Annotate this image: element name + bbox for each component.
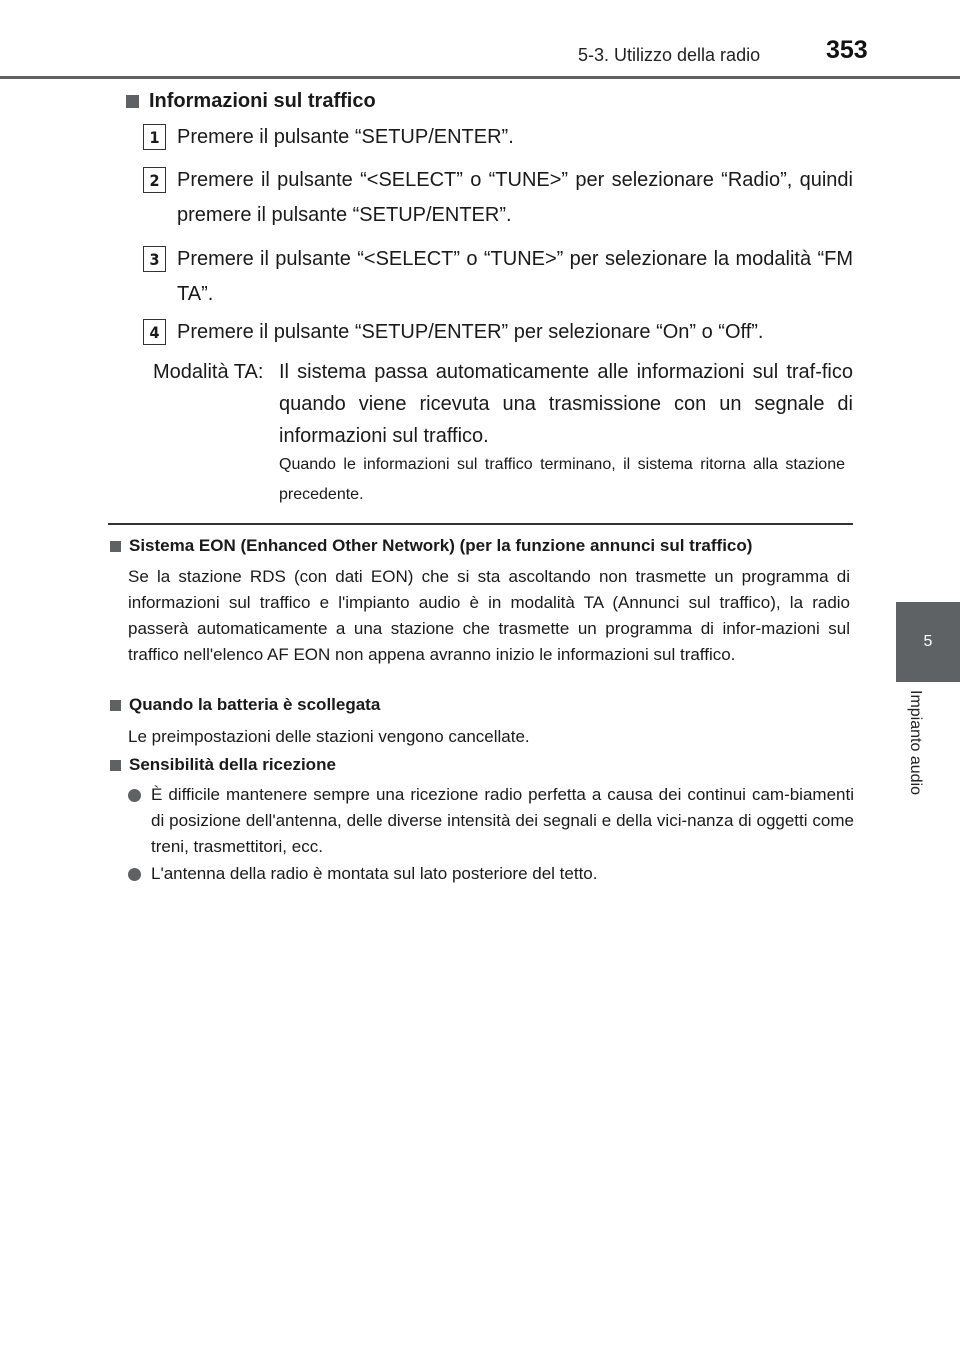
eon-heading-text: Sistema EON (Enhanced Other Network) (per la funzione annunci sul traffico) <box>129 536 753 555</box>
step-text: Premere il pulsante “SETUP/ENTER” per selezionare “On” o “Off”. <box>177 321 764 343</box>
reception-heading-text: Sensibilità della ricezione <box>129 755 336 774</box>
reception-item <box>128 782 854 860</box>
reception-item-text: L'antenna della radio è montata sul lato posteriore del tetto. <box>151 864 598 883</box>
square-bullet-icon <box>126 95 139 108</box>
battery-body: Le preimpostazioni delle stazioni vengono cancellate. <box>128 727 530 746</box>
battery-heading-text: Quando la batteria è scollegata <box>129 695 381 714</box>
step-number: 4 <box>143 319 166 345</box>
step-3 <box>143 242 853 312</box>
circle-bullet-icon <box>128 789 141 802</box>
step-text: Premere il pulsante “<SELECT” o “TUNE>” per selezionare “Radio”, quindi premere il pulsante “SETUP/ENTER”. <box>177 169 853 226</box>
chapter-label: Impianto audio <box>907 690 924 795</box>
chapter-tab <box>896 602 960 682</box>
mode-definition <box>153 356 853 452</box>
reception-item <box>128 861 854 887</box>
header-divider <box>0 76 960 79</box>
step-number: 3 <box>143 246 166 272</box>
square-bullet-icon <box>110 700 121 711</box>
mode-note: Quando le informazioni sul traffico terminano, il sistema ritorna alla stazione precedente. <box>279 456 845 503</box>
square-bullet-icon <box>110 760 121 771</box>
section-heading <box>126 90 376 113</box>
step-number: 1 <box>143 124 166 150</box>
circle-bullet-icon <box>128 868 141 881</box>
step-text: Premere il pulsante “SETUP/ENTER”. <box>177 126 514 148</box>
step-text: Premere il pulsante “<SELECT” o “TUNE>” per selezionare la modalità “FM TA”. <box>177 248 853 305</box>
step-2 <box>143 163 853 233</box>
step-4 <box>143 315 853 350</box>
step-number: 2 <box>143 167 166 193</box>
page-number: 353 <box>826 36 868 64</box>
section-divider <box>108 523 853 525</box>
eon-body: Se la stazione RDS (con dati EON) che si sta ascoltando non trasmette un programma di informazioni sul traffico e l'impianto audio è in modalità TA (Annunci sul traffico), la radio passerà automaticamente a una stazione che trasmette un programma di infor-mazioni sul traffico nell'elenco AF EON non appena avranno inizio le informazioni sul traffico. <box>128 567 850 664</box>
section-reference: 5-3. Utilizzo della radio <box>578 45 761 65</box>
mode-label: Modalità TA: <box>153 361 264 383</box>
reception-heading <box>110 755 336 775</box>
battery-heading <box>110 695 380 715</box>
chapter-number: 5 <box>923 633 933 650</box>
section-heading-text: Informazioni sul traffico <box>149 90 376 112</box>
mode-description: Il sistema passa automaticamente alle informazioni sul traf-fico quando viene ricevuta una trasmissione con un segnale di informazioni sul traffico. <box>279 361 853 447</box>
step-1 <box>143 120 853 155</box>
square-bullet-icon <box>110 541 121 552</box>
reception-item-text: È difficile mantenere sempre una ricezione radio perfetta a causa dei continui cam-biamenti di posizione dell'antenna, delle diverse intensità dei segnali e della vici-nanza di oggetti come treni, trasmettitori, ecc. <box>151 785 854 856</box>
eon-heading <box>110 536 752 556</box>
